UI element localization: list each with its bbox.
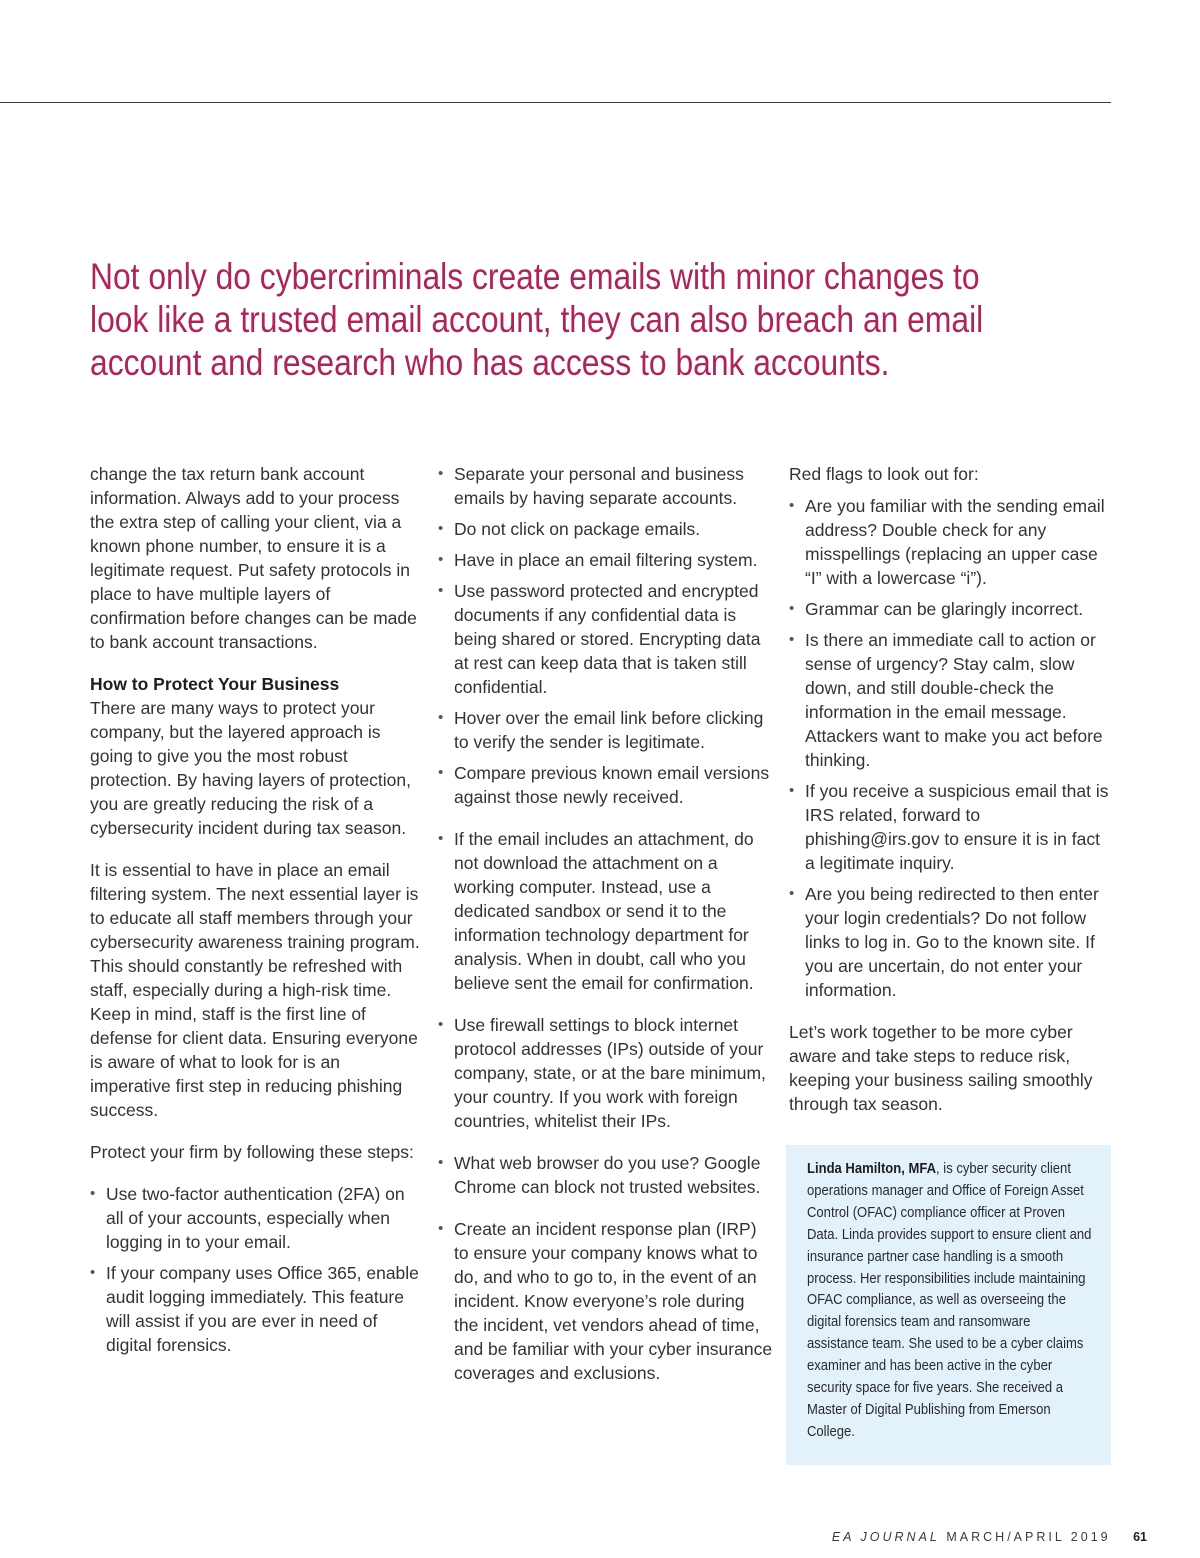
list-item: • Are you being redirected to then enter your login credentials? Do not follow links to log in. Go to the known site. If you are uncertain, do not enter your information. (789, 882, 1114, 1002)
list-item: • Do not click on package emails. (438, 517, 773, 541)
list-item: • Compare previous known email versions against those newly received. (438, 761, 773, 809)
paragraph: There are many ways to protect your company, but the layered approach is going to give you the most robust protection. By having layers of protection, you are greatly reducing the risk of a cybersecurity incident during tax season. (90, 698, 412, 838)
magazine-name: EA JOURNAL (831, 1530, 940, 1544)
paragraph: change the tax return bank account information. Always add to your process the extra step of calling your client, via a known phone number, to ensure it is a legitimate request. Put safety protocols in place to have multiple layers of confirmation before changes can be made to bank account transactions. (90, 464, 417, 652)
list-item: • If your company uses Office 365, enable audit logging immediately. This feature will assist if you are ever in need of digital forensics. (90, 1261, 420, 1357)
list-item: • Separate your personal and business emails by having separate accounts. (438, 462, 773, 510)
author-bio-text: , is cyber security client operations manager and Office of Foreign Asset Control (OFAC) compliance officer at Proven Data. Linda provides support to ensure client and insurance partner case handling is a smooth process. Her responsibilities include maintaining OFAC compliance, as well as overseeing the digital forensics team and ransomware assistance team. She used to be a cyber claims examiner and has been active in the cyber security space for five years. She received a Master of Digital Publishing from Emerson College. (807, 1161, 1092, 1440)
list-item: • Are you familiar with the sending email address? Double check for any misspellings (replacing an upper case “I” with a lowercase “i”). (789, 494, 1114, 590)
list-item: • Use firewall settings to block internet protocol addresses (IPs) outside of your company, state, or at the bare minimum, your country. If you work with foreign countries, whitelist their IPs. (438, 1013, 773, 1133)
list-item: • Hover over the email link before clicking to verify the sender is legitimate. (438, 706, 773, 754)
red-flags-list (789, 494, 1114, 1002)
paragraph: Protect your firm by following these steps: (90, 1142, 414, 1162)
list-item: • Create an incident response plan (IRP) to ensure your company knows what to do, and who to go to, in the event of an incident. Know everyone’s role during the incident, vet vendors ahead of time, and be familiar with your cyber insurance coverages and exclusions. (438, 1217, 773, 1385)
steps-list (90, 1182, 420, 1357)
author-name: Linda Hamilton, MFA (807, 1161, 937, 1177)
paragraph: It is essential to have in place an email filtering system. The next essential layer is to educate all staff members through your cybersecurity awareness training program. This should constantly be refreshed with staff, especially during a high-risk time. Keep in mind, staff is the first line of defense for client data. Ensuring everyone is aware of what to look for is an imperative first step in reducing phishing success. (90, 860, 420, 1120)
list-item: • What web browser do you use? Google Chrome can block not trusted websites. (438, 1151, 773, 1199)
column-1 (90, 462, 420, 1375)
list-item: • Use password protected and encrypted documents if any confidential data is being shared or stored. Encrypting data at rest can keep data that is taken still confidential. (438, 579, 773, 699)
column-3 (789, 462, 1114, 1134)
list-item: • If you receive a suspicious email that is IRS related, forward to phishing@irs.gov to ensure it is in fact a legitimate inquiry. (789, 779, 1114, 875)
list-item: • Is there an immediate call to action or sense of urgency? Stay calm, slow down, and still double-check the information in the email message. Attackers want to make you act before thinking. (789, 628, 1114, 772)
pull-quote: Not only do cybercriminals create emails with minor changes to look like a trusted email account, they can also breach an email account and research who has access to bank accounts. (90, 256, 984, 383)
list-item: • If the email includes an attachment, do not download the attachment on a working computer. Instead, use a dedicated sandbox or send it to the information technology department for analysis. When in doubt, call who you believe sent the email for confirmation. (438, 827, 773, 995)
tips-list (438, 462, 773, 1385)
issue-date: MARCH/APRIL 2019 (946, 1530, 1111, 1544)
section-heading: How to Protect Your Business (90, 674, 340, 694)
list-item: • Have in place an email filtering system. (438, 548, 773, 572)
list-item: • Grammar can be glaringly incorrect. (789, 597, 1114, 621)
author-bio (807, 1159, 1093, 1444)
page-footer (0, 1530, 1147, 1544)
author-bio-box (786, 1145, 1111, 1465)
column-2 (438, 462, 773, 1403)
paragraph: Red flags to look out for: (789, 464, 979, 484)
list-item: • Use two-factor authentication (2FA) on all of your accounts, especially when logging in to your email. (90, 1182, 420, 1254)
header-rule (0, 102, 1111, 103)
page-number: 61 (1133, 1530, 1147, 1544)
paragraph: Let’s work together to be more cyber aware and take steps to reduce risk, keeping your business sailing smoothly through tax season. (789, 1022, 1093, 1114)
